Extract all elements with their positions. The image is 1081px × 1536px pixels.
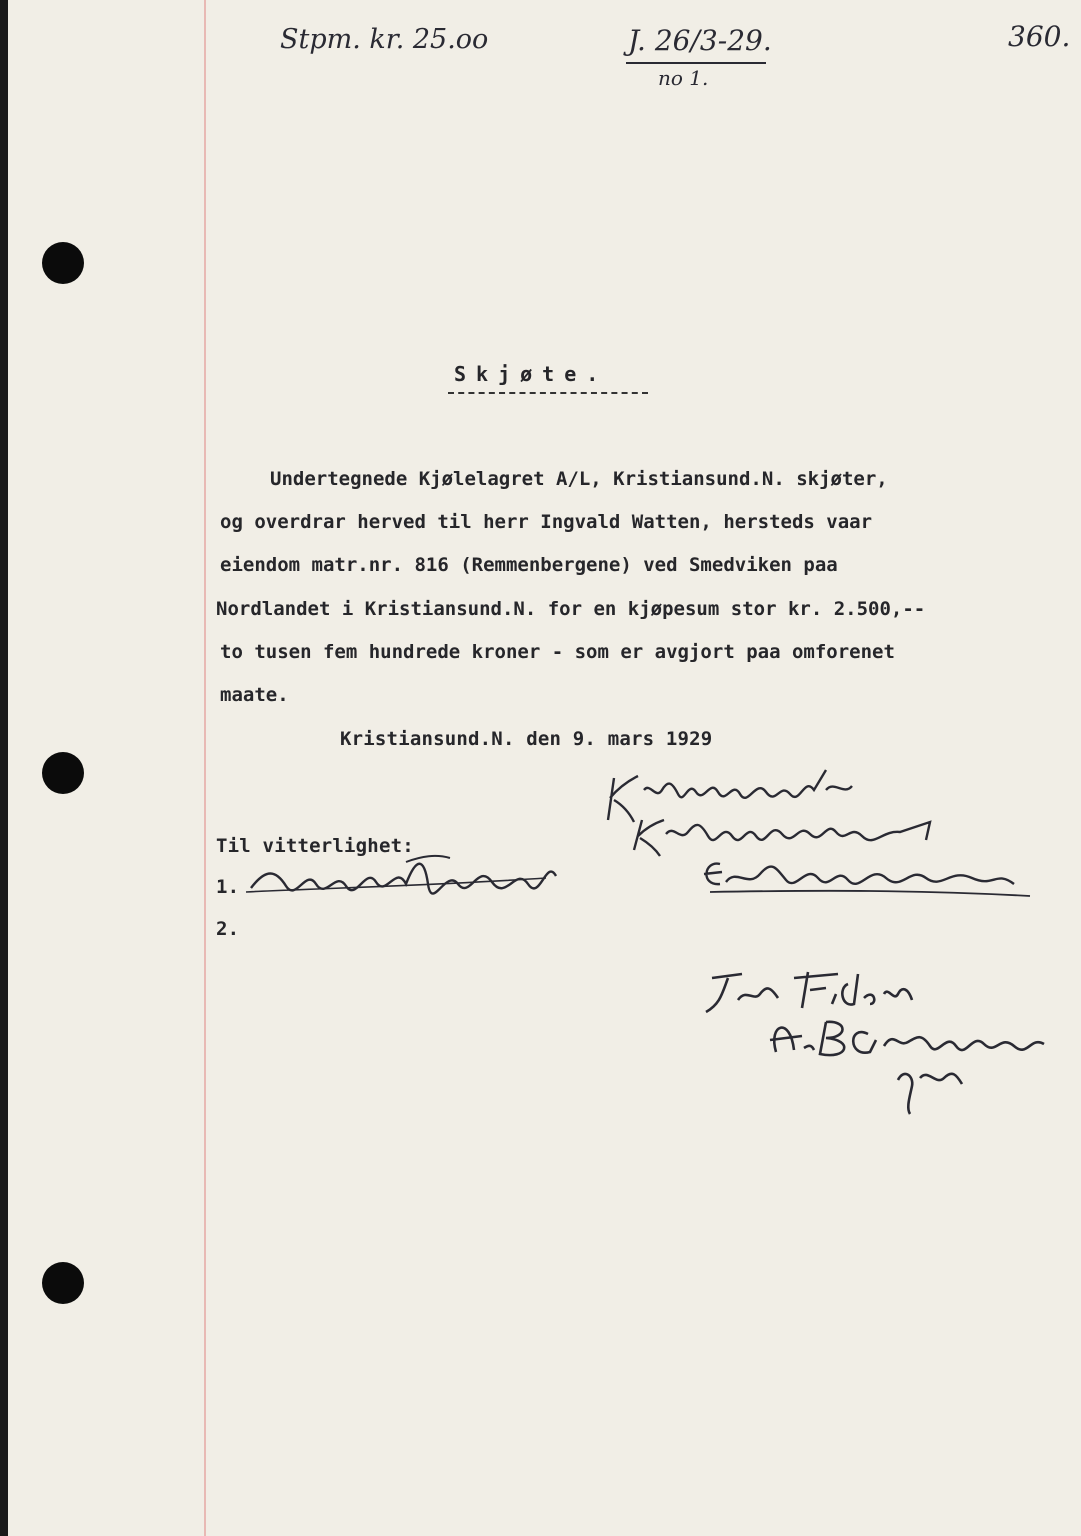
document-title: Skjøte. xyxy=(454,362,609,386)
witness-heading: Til vitterlighet: xyxy=(216,835,414,857)
place-and-date: Kristiansund.N. den 9. mars 1929 xyxy=(340,728,713,750)
registration-underline xyxy=(626,62,766,64)
body-line: to tusen fem hundrede kroner - som er avgjort paa omforenet xyxy=(220,641,895,663)
punch-hole-icon xyxy=(42,242,84,284)
document-page xyxy=(8,0,1081,1536)
official-signatures xyxy=(698,964,1058,1124)
witness-1-number: 1. xyxy=(216,876,240,898)
red-margin-line xyxy=(204,0,206,1536)
registration-date: J. 26/3-29. xyxy=(628,24,772,57)
witness-2-number: 2. xyxy=(216,918,240,940)
stamp-fee-note: Stpm. kr. 25.oo xyxy=(280,24,489,55)
body-line: og overdrar herved til herr Ingvald Watten, hersteds vaar xyxy=(220,511,873,533)
body-line: eiendom matr.nr. 816 (Remmenbergene) ved Smedviken paa xyxy=(220,554,838,576)
punch-hole-icon xyxy=(42,752,84,794)
body-line: Undertegnede Kjølelagret A/L, Kristiansund.N. skjøter, xyxy=(270,468,888,490)
body-line: maate. xyxy=(220,684,289,706)
registration-number: no 1. xyxy=(658,66,709,90)
title-underline xyxy=(448,392,648,394)
page-number: 360. xyxy=(1008,20,1071,53)
witness-signature xyxy=(246,848,566,908)
body-line: Nordlandet i Kristiansund.N. for en kjøpesum stor kr. 2.500,-- xyxy=(216,598,926,620)
company-signature xyxy=(600,760,1040,910)
punch-hole-icon xyxy=(42,1262,84,1304)
